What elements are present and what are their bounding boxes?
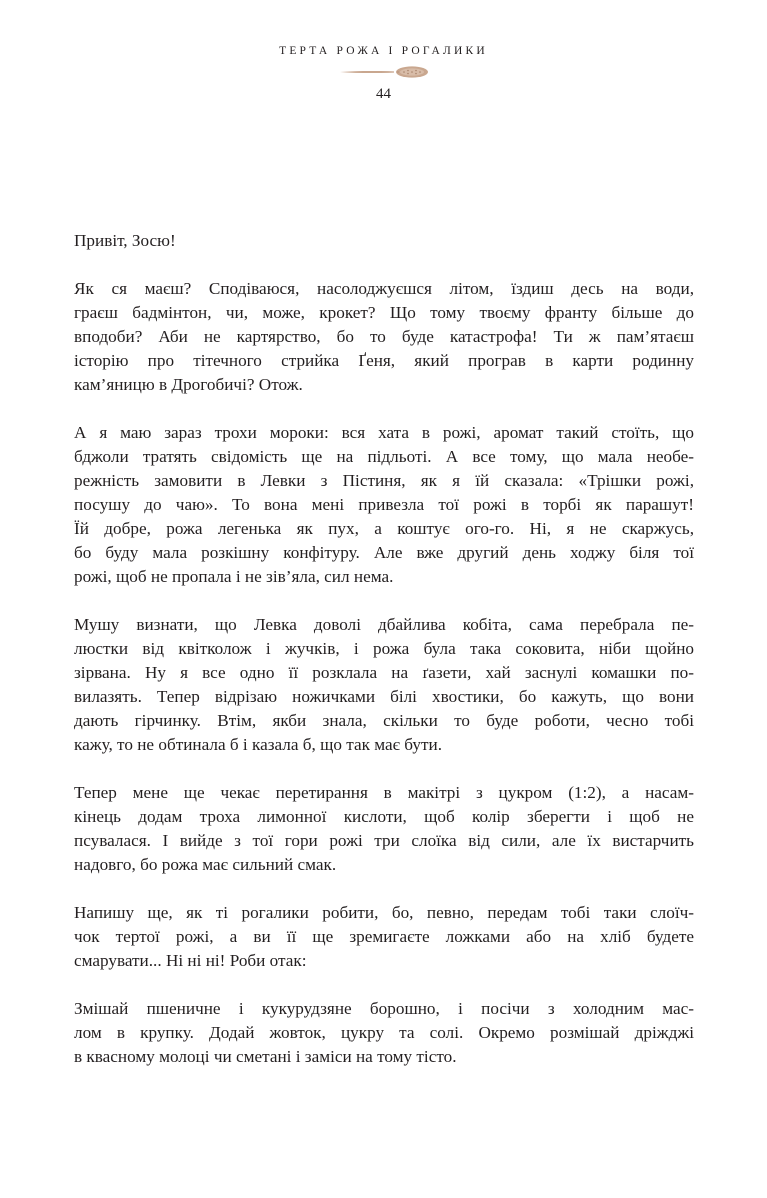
letter-paragraphs <box>74 277 694 1069</box>
paragraph-line: чок тертої рожі, а ви її ще зремигаєте ложками або на хліб будете <box>74 927 694 946</box>
letter-paragraph <box>74 277 694 397</box>
paragraph-line: смарувати... Ні ні ні! Роби отак: <box>74 951 307 970</box>
paragraph-line: лом в крупку. Додай жовток, цукру та солі. Окремо розмішай дріжджі <box>74 1023 694 1042</box>
letter-paragraph <box>74 997 694 1069</box>
paragraph-line: зірвана. Ну я все одно її розклала на ґазети, хай заснулі комашки по- <box>74 663 694 682</box>
paragraph-line: Напишу ще, як ті рогалики робити, бо, певно, передам тобі таки слоїч- <box>74 903 694 922</box>
paragraph-line: історію про тітечного стрийка Ґеня, який програв в карти родинну <box>74 351 694 370</box>
paragraph-line: Їй добре, рожа легенька як пух, а коштує ого-го. Ні, я не скаржусь, <box>74 519 694 538</box>
paragraph-line: в квасному молоці чи сметані і заміси на тому тісто. <box>74 1047 457 1066</box>
paragraph-line: псувалася. І вийде з тої гори рожі три слоїка від сили, але їх вистарчить <box>74 831 694 850</box>
paragraph-line: Як ся маєш? Сподіваюся, насолоджуєшся літом, їздиш десь на води, <box>74 279 694 298</box>
page-header <box>0 44 767 103</box>
letter-paragraph <box>74 613 694 757</box>
paragraph-line: Мушу визнати, що Левка доволі дбайлива кобіта, сама перебрала пе- <box>74 615 694 634</box>
paragraph-line: кінець додам троха лимонної кислоти, щоб колір зберегти і щоб не <box>74 807 694 826</box>
paragraph-line: кажу, то не обтинала б і казала б, що так має бути. <box>74 735 443 754</box>
paragraph-line: посушу до чаю». То вона мені привезла тої рожі в торбі як парашут! <box>74 495 694 514</box>
paragraph-line: бо буду мала розкішну конфітуру. Але вже другий день ходжу біля тої <box>74 543 694 562</box>
paragraph-line: люстки від квітколож і жучків, і рожа була така соковита, ніби щойно <box>74 639 694 658</box>
letter-body <box>74 229 694 1093</box>
paragraph-line: Змішай пшеничне і кукурудзяне борошно, і посічи з холодним мас- <box>74 999 694 1018</box>
letter-paragraph <box>74 901 694 973</box>
running-title: ТЕРТА РОЖА І РОГАЛИКИ <box>279 45 488 57</box>
paragraph-line: вподоби? Аби не картярство, бо то буде катастрофа! Ти ж пам’ятаєш <box>74 327 694 346</box>
letter-paragraph <box>74 781 694 877</box>
paragraph-line: дають гірчинку. Втім, якби знала, скільки то буде роботи, чесно тобі <box>74 711 694 730</box>
paragraph-line: бджоли тратять свідомість ще на підльоті. А все тому, що мала необе- <box>74 447 694 466</box>
letter-greeting: Привіт, Зосю! <box>74 231 176 250</box>
spoon-ornament-icon <box>338 65 430 79</box>
paragraph-line: вилазять. Тепер відрізаю ножичками білі хвостики, бо кажуть, що вони <box>74 687 694 706</box>
paragraph-line: Тепер мене ще чекає перетирання в макітрі з цукром (1:2), а насам- <box>74 783 694 802</box>
letter-paragraph <box>74 421 694 589</box>
paragraph-line: рожі, щоб не пропала і не зів’яла, сил нема. <box>74 567 394 586</box>
paragraph-line: кам’яницю в Дрогобичі? Отож. <box>74 375 303 394</box>
paragraph-line: режність замовити в Левки з Пістиня, як я їй сказала: «Трішки рожі, <box>74 471 694 490</box>
paragraph-line: А я маю зараз трохи мороки: вся хата в рожі, аромат такий стоїть, що <box>74 423 694 442</box>
page-number: 44 <box>376 86 391 102</box>
paragraph-line: граєш бадмінтон, чи, може, крокет? Що тому твоєму франту більше до <box>74 303 694 322</box>
paragraph-line: надовго, бо рожа має сильний смак. <box>74 855 337 874</box>
